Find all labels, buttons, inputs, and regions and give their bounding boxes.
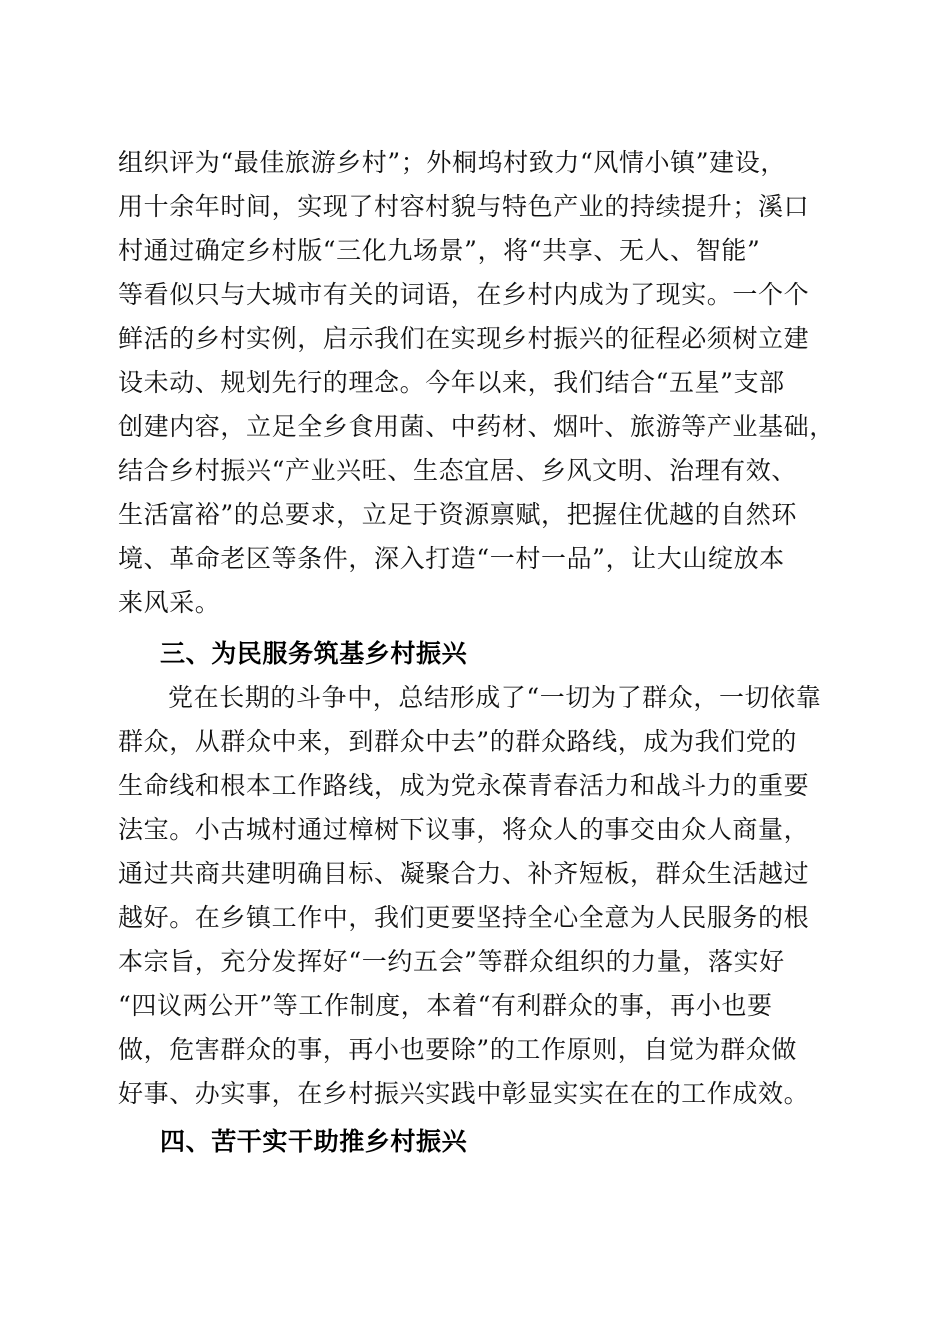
- paragraph-2-line-8: “四议两公开”等工作制度，本着“有利群众的事，再小也要: [118, 991, 773, 1020]
- paragraph-2-line-10: 好事、办实事，在乡村振兴实践中彰显实实在在的工作成效。: [118, 1079, 810, 1108]
- paragraph-2-line-3: 生命线和根本工作路线，成为党永葆青春活力和战斗力的重要: [118, 771, 810, 800]
- paragraph-1-line-10: 境、革命老区等条件，深入打造“一村一品”，让大山绽放本: [118, 544, 785, 573]
- paragraph-2-line-4: 法宝。小古城村通过樟树下议事，将众人的事交由众人商量，: [118, 815, 810, 844]
- paragraph-1-line-11: 来风采。: [118, 588, 221, 617]
- paragraph-1-line-1: 组织评为“最佳旅游乡村”；外桐坞村致力“风情小镇”建设，: [118, 148, 786, 177]
- paragraph-1-line-4: 等看似只与大城市有关的词语，在乡村内成为了现实。一个个: [118, 280, 810, 309]
- section-heading-3: 三、为民服务筑基乡村振兴: [160, 639, 468, 668]
- paragraph-2-line-5: 通过共商共建明确目标、凝聚合力、补齐短板，群众生活越过: [118, 859, 810, 888]
- paragraph-1-line-8: 结合乡村振兴“产业兴旺、生态宜居、乡风文明、治理有效、: [118, 456, 797, 485]
- paragraph-2-line-6: 越好。在乡镇工作中，我们更要坚持全心全意为人民服务的根: [118, 903, 810, 932]
- paragraph-2-line-7: 本宗旨，充分发挥好“一约五会”等群众组织的力量，落实好: [118, 947, 785, 976]
- paragraph-1-line-9: 生活富裕”的总要求，立足于资源禀赋，把握住优越的自然环: [118, 500, 797, 529]
- paragraph-1-line-7: 创建内容，立足全乡食用菌、中药材、烟叶、旅游等产业基础，: [118, 412, 835, 441]
- section-heading-4: 四、苦干实干助推乡村振兴: [160, 1127, 468, 1156]
- paragraph-2-line-1: 党在长期的斗争中，总结形成了“一切为了群众，一切依靠: [168, 683, 822, 712]
- paragraph-1-line-5: 鲜活的乡村实例，启示我们在实现乡村振兴的征程必须树立建: [118, 324, 810, 353]
- paragraph-1-line-2: 用十余年时间，实现了村容村貌与特色产业的持续提升；溪口: [118, 192, 810, 221]
- paragraph-1-line-3: 村通过确定乡村版“三化九场景”，将“共享、无人、智能”: [118, 236, 761, 265]
- paragraph-2-line-9: 做，危害群众的事，再小也要除”的工作原则，自觉为群众做: [118, 1035, 797, 1064]
- paragraph-2-line-2: 群众，从群众中来，到群众中去”的群众路线，成为我们党的: [118, 727, 797, 756]
- paragraph-1-line-6: 设未动、规划先行的理念。今年以来，我们结合“五星”支部: [118, 368, 785, 397]
